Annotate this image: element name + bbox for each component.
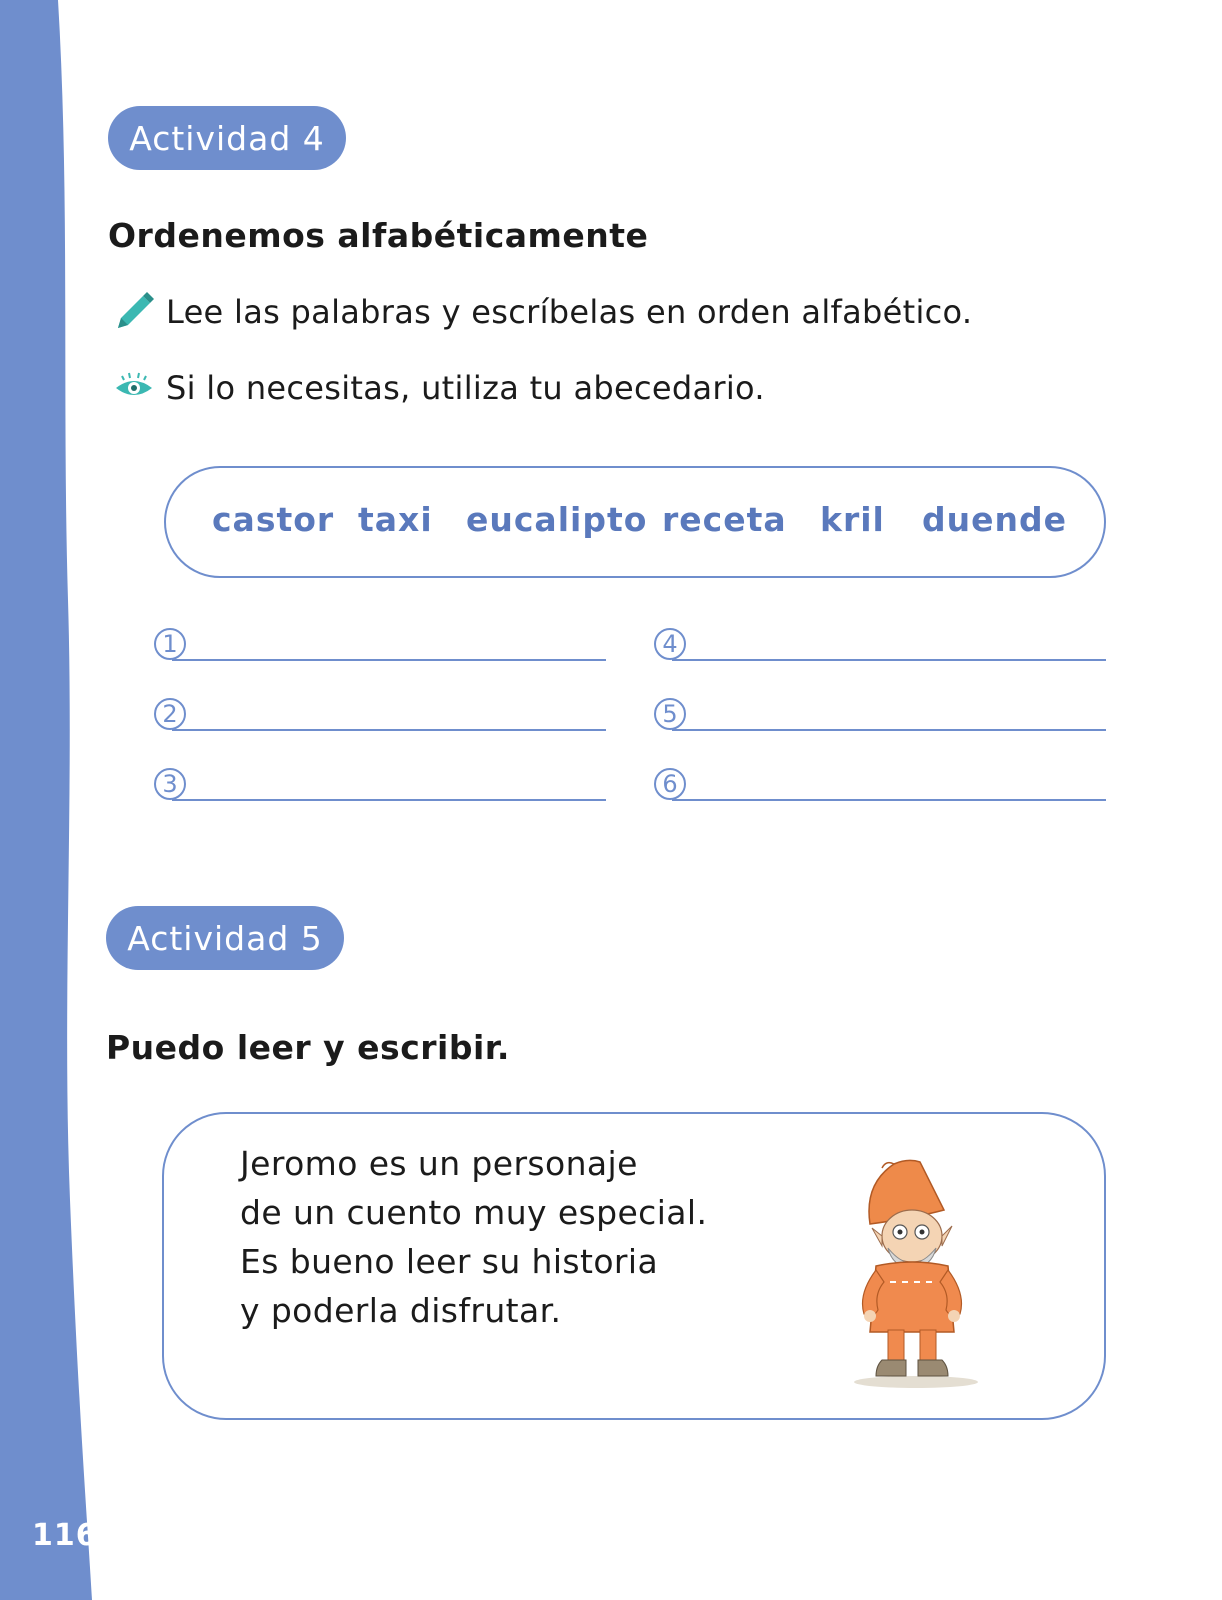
- gnome-illustration: [824, 1154, 1004, 1394]
- answer-number: 1: [154, 628, 186, 660]
- answer-line-3[interactable]: [154, 768, 606, 812]
- word-receta: receta: [662, 500, 787, 539]
- writing-line[interactable]: [672, 799, 1106, 801]
- word-castor: castor: [212, 500, 335, 539]
- activity-4-title: Ordenemos alfabéticamente: [108, 216, 649, 255]
- answer-line-6[interactable]: [654, 768, 1106, 812]
- poem-line-3: Es bueno leer su historia: [240, 1242, 659, 1281]
- word-taxi: taxi: [358, 500, 433, 539]
- instruction-text: Lee las palabras y escríbelas en orden alfabético.: [166, 293, 973, 331]
- writing-line[interactable]: [172, 729, 606, 731]
- story-box: [162, 1112, 1106, 1420]
- pencil-icon: [112, 290, 156, 334]
- answer-number: 4: [654, 628, 686, 660]
- poem-line-1: Jeromo es un personaje: [240, 1144, 638, 1183]
- poem-line-4: y poderla disfrutar.: [240, 1291, 562, 1330]
- word-duende: duende: [922, 500, 1067, 539]
- instruction-look: [112, 366, 765, 410]
- writing-line[interactable]: [672, 729, 1106, 731]
- activity-4-badge: Actividad 4: [108, 106, 346, 170]
- activity-5-badge: Actividad 5: [106, 906, 344, 970]
- writing-line[interactable]: [172, 799, 606, 801]
- word-eucalipto: eucalipto: [466, 500, 648, 539]
- answer-number: 5: [654, 698, 686, 730]
- answer-number: 2: [154, 698, 186, 730]
- side-band: [0, 0, 100, 1600]
- answer-number: 3: [154, 768, 186, 800]
- answer-line-4[interactable]: [654, 628, 1106, 672]
- answer-number: 6: [654, 768, 686, 800]
- instruction-write: [112, 290, 972, 334]
- page-number: 116: [32, 1518, 98, 1553]
- answer-line-2[interactable]: [154, 698, 606, 742]
- writing-line[interactable]: [172, 659, 606, 661]
- instruction-text: Si lo necesitas, utiliza tu abecedario.: [166, 369, 765, 407]
- eye-icon: [112, 366, 156, 410]
- word-kril: kril: [820, 500, 885, 539]
- answer-line-1[interactable]: [154, 628, 606, 672]
- poem-line-2: de un cuento muy especial.: [240, 1193, 708, 1232]
- writing-line[interactable]: [672, 659, 1106, 661]
- word-bank: [164, 466, 1106, 578]
- activity-5-title: Puedo leer y escribir.: [106, 1028, 510, 1067]
- answer-line-5[interactable]: [654, 698, 1106, 742]
